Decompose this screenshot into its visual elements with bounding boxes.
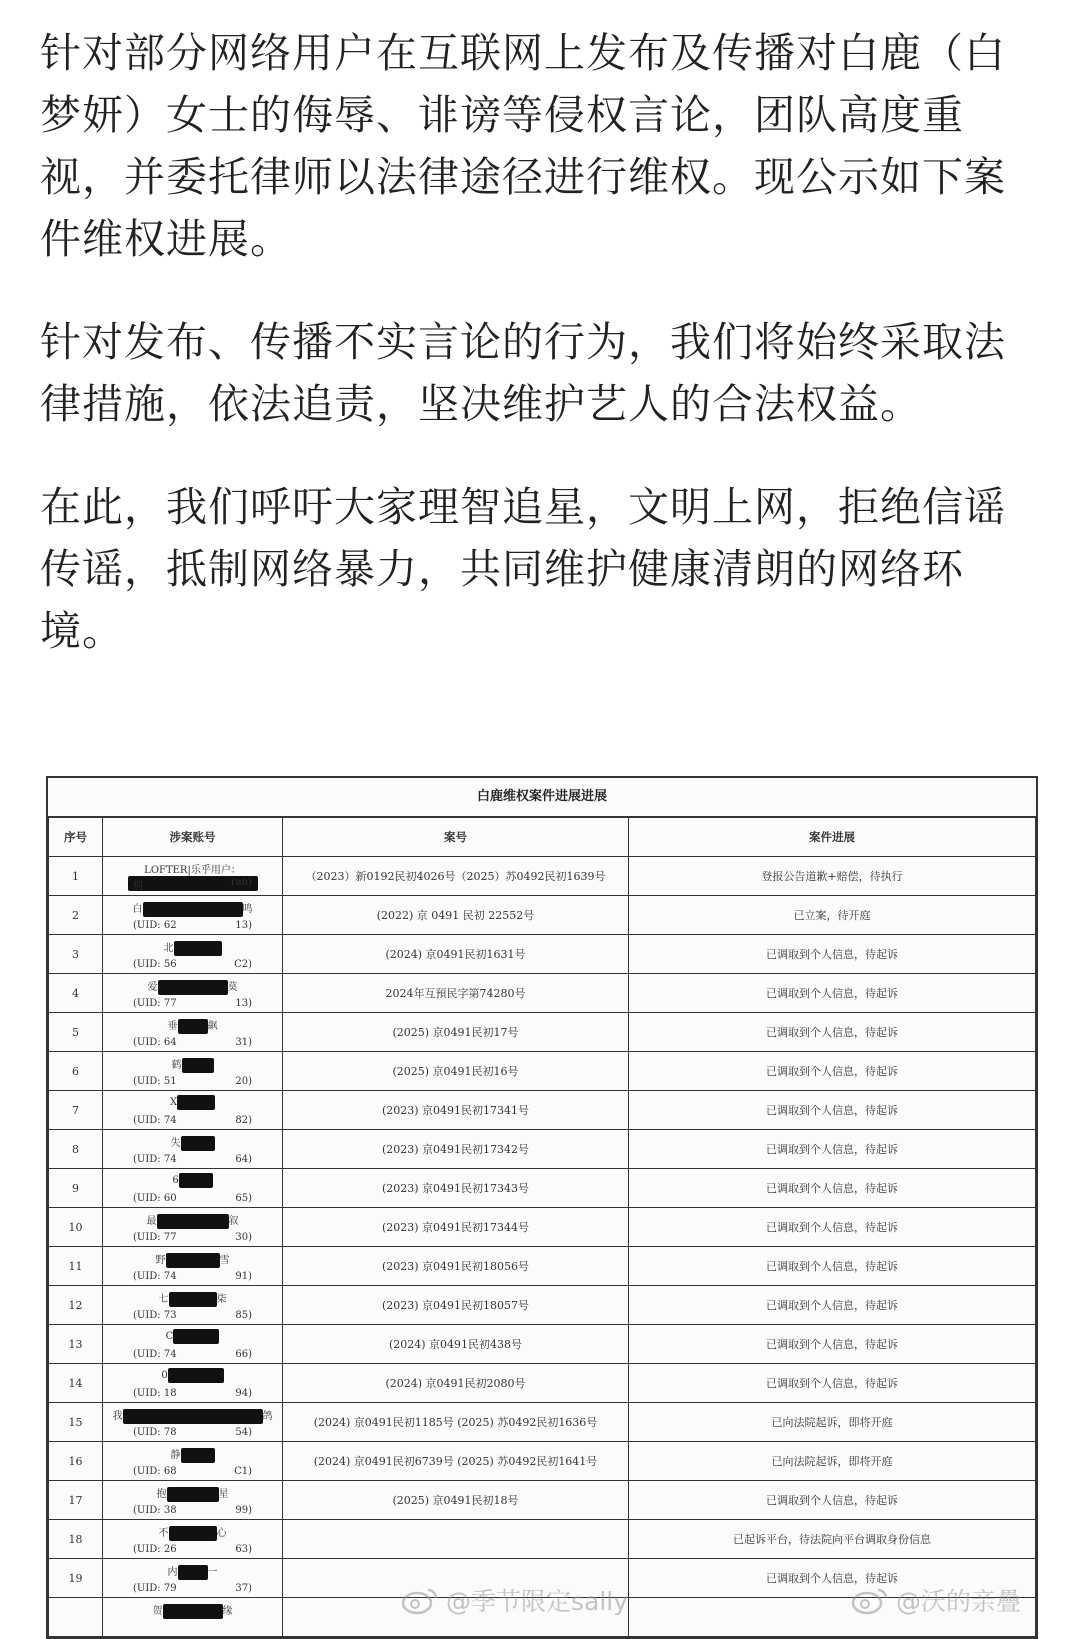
account-uid-start: (UID: 64 [133, 1037, 177, 1048]
redaction-bar [163, 1604, 223, 1619]
paragraph-2: 针对发布、传播不实言论的行为，我们将始终采取法律措施，依法追责，坚决维护艺人的合法权益。 [40, 318, 1006, 428]
account-prefix: 鹤 [171, 1060, 182, 1071]
table-row [49, 1208, 1036, 1247]
table-header-row [49, 818, 1036, 857]
cell-progress: 登报公告道歉+赔偿，待执行 [629, 857, 1036, 896]
cell-progress: 已调取到个人信息，待起诉 [629, 1052, 1036, 1091]
cell-no: 4 [49, 974, 103, 1013]
cell-no: 12 [49, 1286, 103, 1325]
cell-no: 9 [49, 1169, 103, 1208]
table-row [49, 1013, 1036, 1052]
account-prefix: 垂 [167, 1021, 178, 1032]
cell-progress: 已调取到个人信息，待起诉 [629, 1130, 1036, 1169]
table-row [49, 935, 1036, 974]
account-suffix: 雪 [219, 1255, 230, 1266]
redaction-bar [177, 1095, 215, 1110]
cell-progress: 已向法院起诉，即将开庭 [629, 1403, 1036, 1442]
cell-account [103, 1091, 283, 1130]
cell-case-number: 2024年互預民字第74280号 [283, 974, 629, 1013]
account-prefix: 最 [146, 1216, 157, 1227]
account-uid-end: 99) [235, 1505, 252, 1516]
cell-case-number: （2023）新0192民初4026号（2025）苏0492民初1639号 [283, 857, 629, 896]
account-prefix: 内 [167, 1567, 178, 1578]
cell-account [103, 935, 283, 974]
account-uid-end: 82) [235, 1115, 252, 1126]
watermark-text: @季节限定sally [446, 1587, 629, 1616]
cell-case-number: (2022) 京 0491 民初 22552号 [283, 896, 629, 935]
cell-account [103, 1208, 283, 1247]
cell-progress: 已调取到个人信息，待起诉 [629, 1091, 1036, 1130]
redaction-bar [181, 1448, 215, 1463]
account-uid-start: (UID: 60 [133, 1193, 177, 1204]
cell-no: 7 [49, 1091, 103, 1130]
redaction-bar [166, 1253, 220, 1268]
cell-case-number: (2025) 京0491民初18号 [283, 1481, 629, 1520]
cell-progress: 已调取到个人信息，待起诉 [629, 1286, 1036, 1325]
table-row [49, 1130, 1036, 1169]
table-row [49, 896, 1036, 935]
cell-case-number: (2023) 京0491民初17342号 [283, 1130, 629, 1169]
account-uid-end: 65) [235, 1193, 252, 1204]
cell-case-number: (2023) 京0491民初18057号 [283, 1286, 629, 1325]
account-uid-start: (UID: 77 [133, 1232, 177, 1243]
watermark-left [400, 1582, 628, 1618]
cell-progress: 已调取到个人信息，待起诉 [629, 1481, 1036, 1520]
table-row [49, 1403, 1036, 1442]
redaction-bar [123, 1409, 263, 1424]
account-uid-start: (UID: 51 [133, 1076, 177, 1087]
account-uid-start: (UID: 79 [133, 1583, 177, 1594]
case-table [48, 818, 1036, 1637]
watermark-text: @沃的亲疊 [896, 1587, 1022, 1616]
account-suffix: 缘 [222, 1606, 233, 1617]
account-uid-start: (UID: 68 [133, 1466, 177, 1477]
header-account: 涉案账号 [103, 818, 283, 857]
cell-progress: 已调取到个人信息，待起诉 [629, 1013, 1036, 1052]
cell-case-number [283, 1520, 629, 1559]
cell-case-number: (2024) 京0491民初438号 [283, 1325, 629, 1364]
case-progress-document [46, 776, 1038, 1639]
table-row [49, 1091, 1036, 1130]
account-uid-end: ran) [230, 877, 252, 888]
account-uid-end: 66) [235, 1349, 252, 1360]
account-prefix: 爱 [147, 982, 158, 993]
account-uid-end: C1) [234, 1466, 252, 1477]
cell-case-number: (2024) 京0491民初2080号 [283, 1364, 629, 1403]
table-row [49, 1286, 1036, 1325]
table-row [49, 1052, 1036, 1091]
cell-account [103, 1130, 283, 1169]
account-uid-start: (UID: 74 [133, 1349, 177, 1360]
cell-case-number: (2023) 京0491民初17341号 [283, 1091, 629, 1130]
paragraph-3: 在此，我们呼吁大家理智追星，文明上网，拒绝信谣传谣，抵制网络暴力，共同维护健康清朗的网络环境。 [40, 483, 1006, 655]
redaction-bar [174, 941, 222, 956]
account-uid-end: 91) [235, 1271, 252, 1282]
redaction-bar [173, 1329, 219, 1344]
cell-account [103, 857, 283, 896]
account-uid-start: (UID: 77 [133, 998, 177, 1009]
cell-progress: 已起诉平台，待法院向平台调取身份信息 [629, 1520, 1036, 1559]
account-suffix: 鸣 [242, 904, 253, 915]
cell-progress: 已调取到个人信息，待起诉 [629, 1325, 1036, 1364]
cell-no: 3 [49, 935, 103, 974]
cell-progress: 已调取到个人信息，待起诉 [629, 1208, 1036, 1247]
cell-case-number: (2023) 京0491民初17343号 [283, 1169, 629, 1208]
account-prefix: 野 [155, 1255, 166, 1266]
cell-progress: 已调取到个人信息，待起诉 [629, 1364, 1036, 1403]
account-suffix: 叙 [228, 1216, 239, 1227]
account-suffix: 星 [218, 1489, 229, 1500]
redaction-bar [158, 980, 228, 995]
redaction-bar [181, 1136, 215, 1151]
cell-account [103, 1169, 283, 1208]
cell-no: 8 [49, 1130, 103, 1169]
document-title: 白鹿维权案件进展进展 [48, 778, 1036, 818]
table-row [49, 857, 1036, 896]
table-row [49, 1247, 1036, 1286]
account-uid-start: (UID: 73 [133, 1310, 177, 1321]
cell-account [103, 1286, 283, 1325]
account-uid-end: 54) [235, 1427, 252, 1438]
cell-no: 2 [49, 896, 103, 935]
account-uid-end: 85) [235, 1310, 252, 1321]
cell-no: 11 [49, 1247, 103, 1286]
watermark-right [850, 1582, 1021, 1618]
cell-no: 13 [49, 1325, 103, 1364]
table-row [49, 1520, 1036, 1559]
cell-progress: 已调取到个人信息，待起诉 [629, 1247, 1036, 1286]
cell-progress: 已立案，待开庭 [629, 896, 1036, 935]
account-prefix: LOFTER|乐乎用户： [144, 865, 241, 876]
post-text [40, 22, 1040, 703]
cell-account [103, 1481, 283, 1520]
account-prefix: 6 [172, 1175, 179, 1186]
redaction-bar [168, 1368, 224, 1383]
cell-case-number: (2024) 京0491民初1631号 [283, 935, 629, 974]
cell-no: 6 [49, 1052, 103, 1091]
cell-account [103, 1403, 283, 1442]
cell-account [103, 974, 283, 1013]
cell-no: 17 [49, 1481, 103, 1520]
cell-account [103, 1364, 283, 1403]
paragraph-1: 针对部分网络用户在互联网上发布及传播对白鹿（白梦妍）女士的侮辱、诽谤等侵权言论，团队高度重视，并委托律师以法律途径进行维权。现公示如下案件维权进展。 [40, 29, 1006, 263]
cell-progress: 已调取到个人信息，待起诉 [629, 1169, 1036, 1208]
account-uid-start: (UID: 26 [133, 1544, 177, 1555]
redaction-bar [157, 1214, 229, 1229]
account-suffix: 心 [216, 1528, 227, 1539]
account-uid-start: (UID: 62 [133, 920, 177, 931]
account-prefix: 白 [132, 904, 143, 915]
cell-no: 10 [49, 1208, 103, 1247]
account-suffix: 鸽 [262, 1411, 273, 1422]
cell-no: 15 [49, 1403, 103, 1442]
account-prefix: 不 [158, 1528, 169, 1539]
account-suffix: 莫 [227, 982, 238, 993]
account-prefix: 0 [161, 1370, 168, 1381]
account-uid-start: (UID: 56 [133, 959, 177, 970]
account-uid-start: (UID: 74 [133, 1154, 177, 1165]
account-suffix: 飙 [207, 1021, 218, 1032]
account-suffix: 柒 [216, 1294, 227, 1305]
cell-case-number: (2025) 京0491民初17号 [283, 1013, 629, 1052]
header-no: 序号 [49, 818, 103, 857]
cell-no: 1 [49, 857, 103, 896]
cell-account [103, 1442, 283, 1481]
account-uid-end: 94) [235, 1388, 252, 1399]
redaction-bar [178, 1019, 208, 1034]
account-prefix: 静 [170, 1450, 181, 1461]
account-suffix: 一 [207, 1567, 218, 1578]
account-uid-start: 别 [133, 881, 143, 892]
account-prefix: 北 [163, 943, 174, 954]
redaction-bar [169, 1526, 217, 1541]
cell-progress: 已调取到个人信息，待起诉 [629, 974, 1036, 1013]
account-uid-end: 13) [235, 920, 252, 931]
table-row [49, 1325, 1036, 1364]
cell-case-number: (2025) 京0491民初16号 [283, 1052, 629, 1091]
header-progress: 案件进展 [629, 818, 1036, 857]
cell-no: 18 [49, 1520, 103, 1559]
account-uid-start: (UID: 18 [133, 1388, 177, 1399]
weibo-icon [400, 1584, 440, 1616]
table-row [49, 974, 1036, 1013]
account-uid-end: 13) [235, 998, 252, 1009]
account-uid-start: (UID: 38 [133, 1505, 177, 1516]
account-uid-end: 37) [235, 1583, 252, 1594]
redaction-bar [143, 902, 243, 917]
cell-account [103, 1520, 283, 1559]
account-uid-start: (UID: 74 [133, 1271, 177, 1282]
cell-no: 14 [49, 1364, 103, 1403]
cell-no: 16 [49, 1442, 103, 1481]
cell-account [103, 1013, 283, 1052]
cell-no: 5 [49, 1013, 103, 1052]
weibo-icon [850, 1584, 890, 1616]
account-uid-end: 64) [235, 1154, 252, 1165]
cell-case-number: (2023) 京0491民初17344号 [283, 1208, 629, 1247]
table-row [49, 1442, 1036, 1481]
cell-account [103, 896, 283, 935]
redaction-bar [169, 1292, 217, 1307]
account-prefix: 失 [170, 1138, 181, 1149]
account-prefix: 贺 [152, 1606, 163, 1617]
table-row [49, 1169, 1036, 1208]
account-uid-end: 30) [235, 1232, 252, 1243]
header-case-number: 案号 [283, 818, 629, 857]
account-uid-end: 20) [235, 1076, 252, 1087]
account-uid-end: 31) [235, 1037, 252, 1048]
account-prefix: 七 [158, 1294, 169, 1305]
cell-account [103, 1559, 283, 1598]
table-row [49, 1481, 1036, 1520]
redaction-bar [178, 1565, 208, 1580]
account-prefix: 我 [112, 1411, 123, 1422]
account-uid-end: 63) [235, 1544, 252, 1555]
account-prefix: X [169, 1097, 178, 1108]
account-uid-start: (UID: 78 [133, 1427, 177, 1438]
account-uid-end: C2) [234, 959, 252, 970]
cell-account [103, 1247, 283, 1286]
cell-case-number: (2024) 京0491民初6739号 (2025) 苏0492民初1641号 [283, 1442, 629, 1481]
cell-account [103, 1325, 283, 1364]
account-uid-start: (UID: 74 [133, 1115, 177, 1126]
cell-case-number: (2023) 京0491民初18056号 [283, 1247, 629, 1286]
cell-progress: 已调取到个人信息，待起诉 [629, 1559, 1036, 1598]
account-prefix: C [165, 1331, 174, 1342]
cell-progress: 已调取到个人信息，待起诉 [629, 935, 1036, 974]
redaction-bar [182, 1058, 214, 1073]
redaction-bar [179, 1173, 213, 1188]
table-row [49, 1364, 1036, 1403]
cell-progress: 已向法院起诉，即将开庭 [629, 1442, 1036, 1481]
cell-no: 19 [49, 1559, 103, 1598]
cell-account [103, 1052, 283, 1091]
account-prefix: 抱 [156, 1489, 167, 1500]
cell-case-number: (2024) 京0491民初1185号 (2025) 苏0492民初1636号 [283, 1403, 629, 1442]
redaction-bar [167, 1487, 219, 1502]
